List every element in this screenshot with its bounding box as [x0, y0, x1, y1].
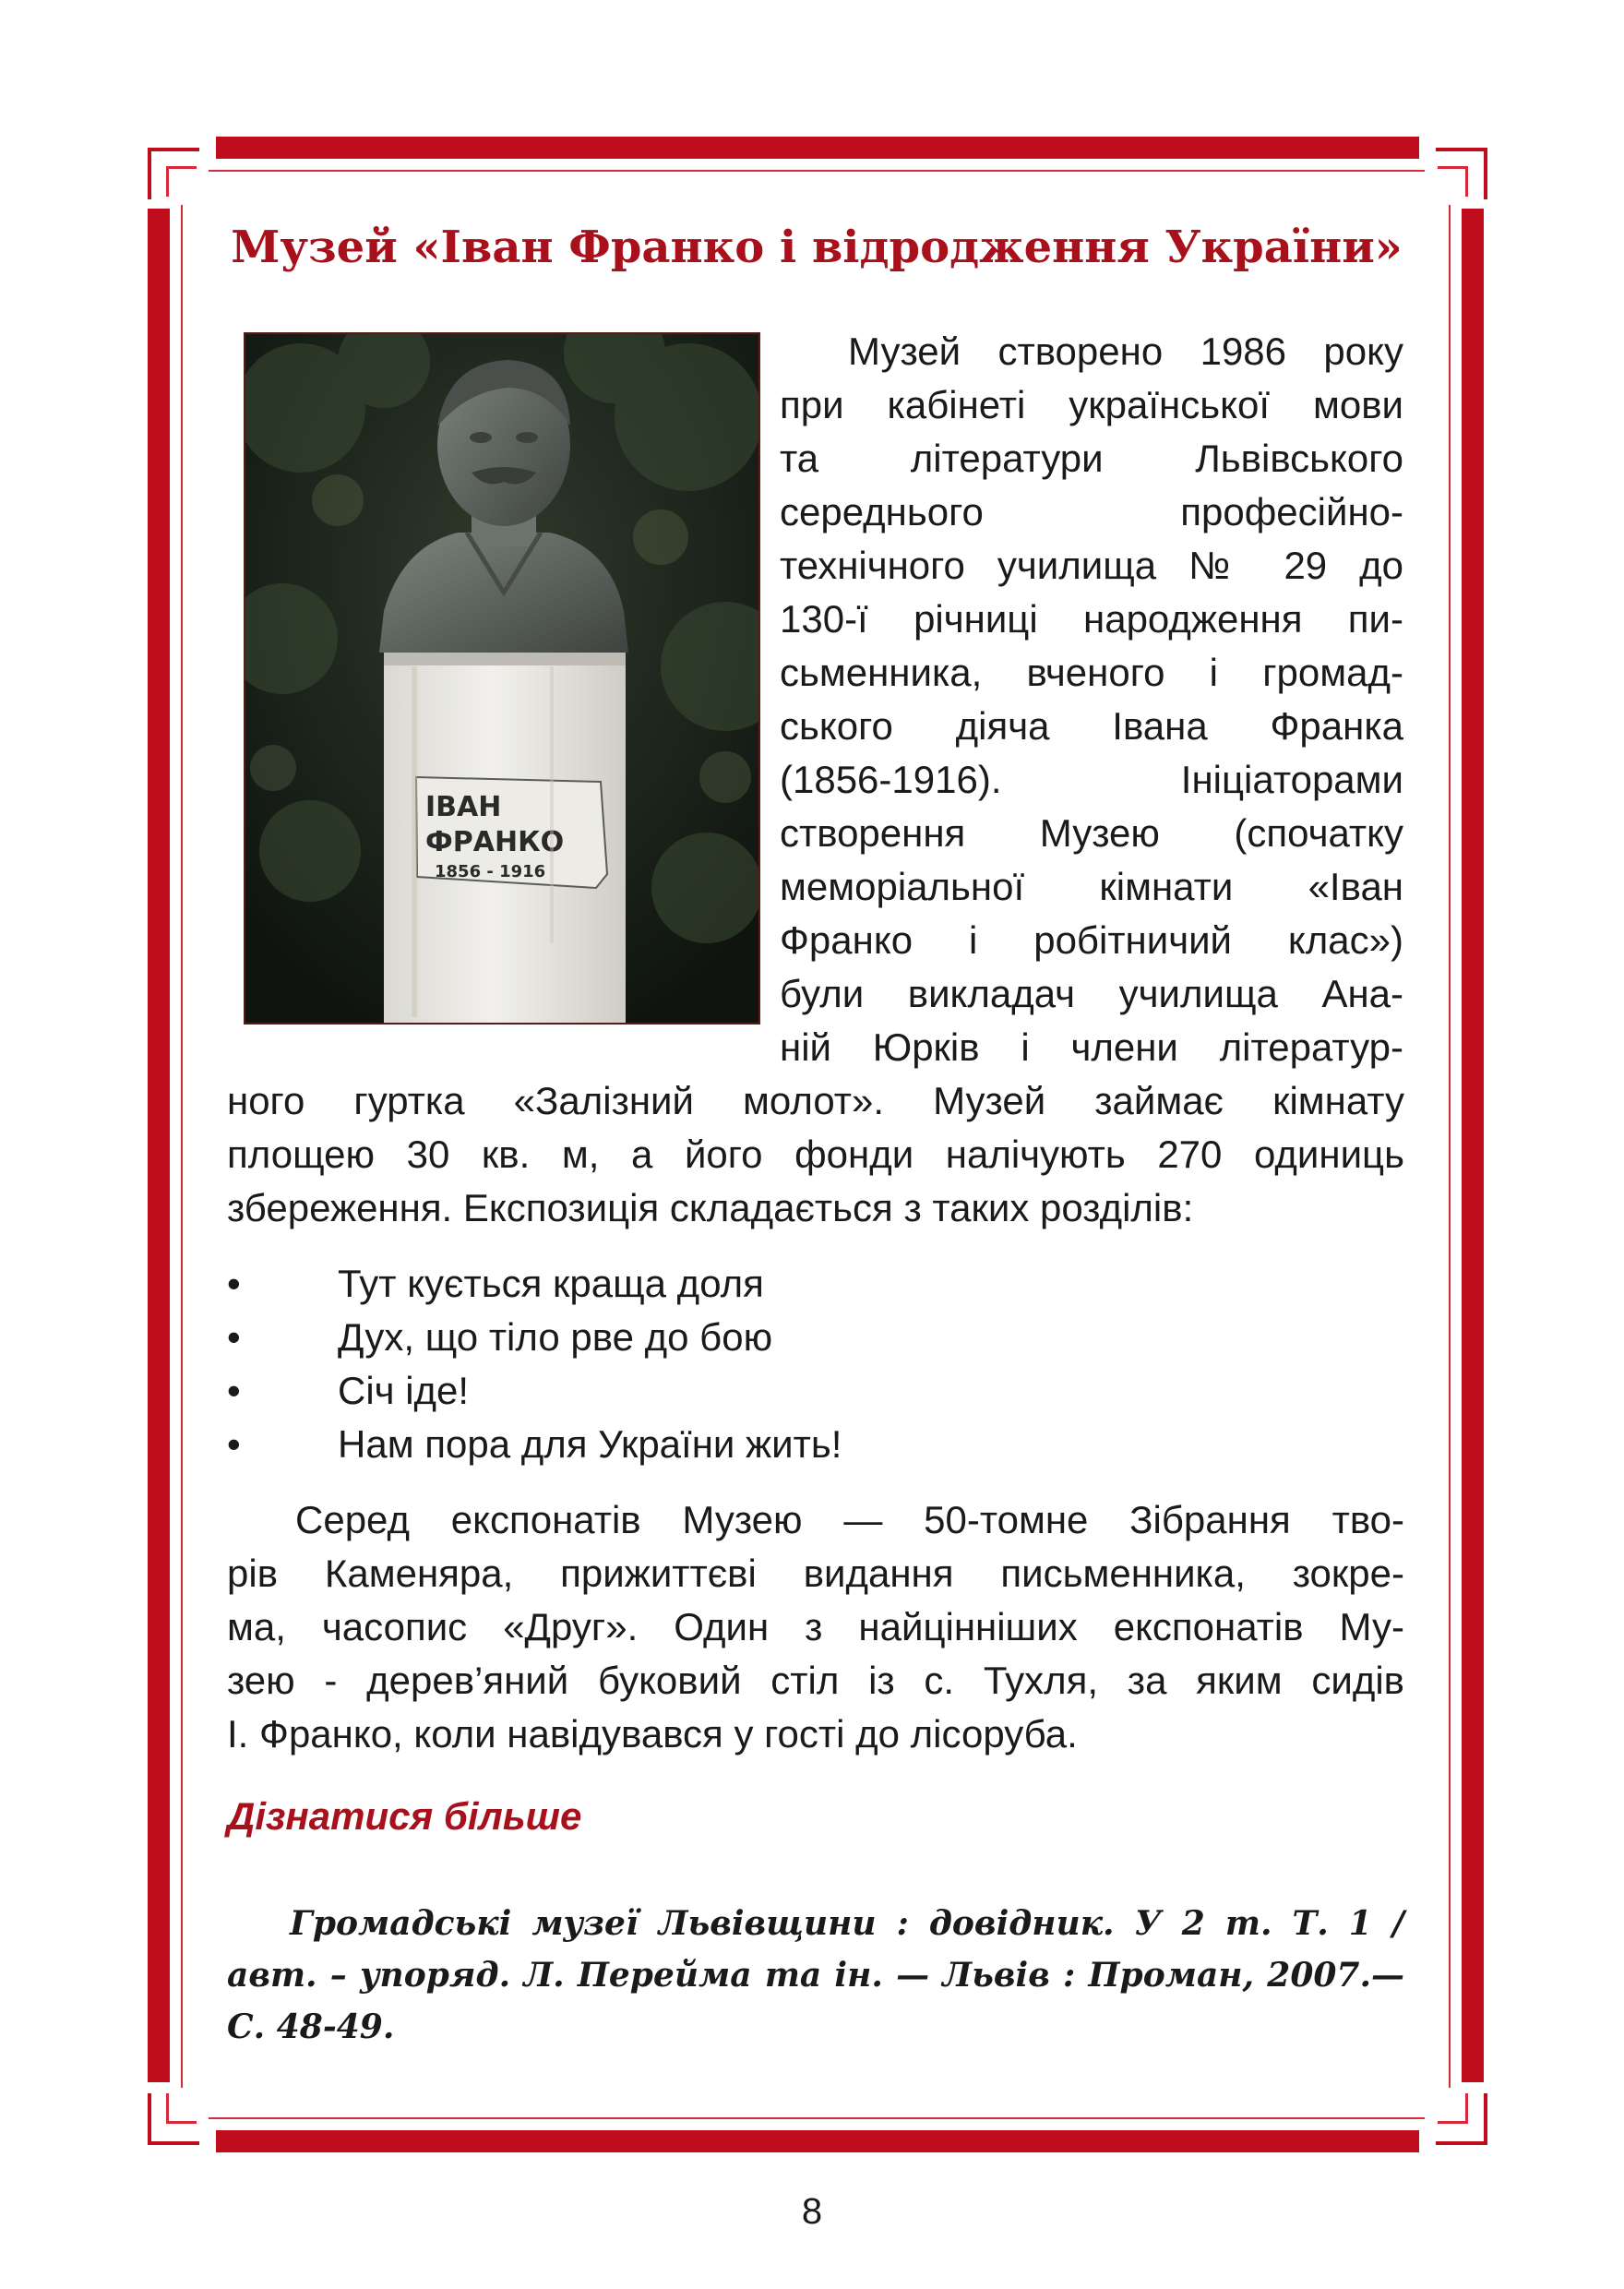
bullet-icon: •: [227, 1369, 241, 1412]
reference-line: С. 48-49.: [227, 2007, 395, 2046]
list-item-text: Січ іде!: [338, 1369, 470, 1412]
intro-right-line: створення Музею (спочатку: [780, 811, 1403, 855]
reference-line: авт. – упоряд. Л. Перейма та ін. — Львів : Проман, 2007.—: [227, 1956, 1404, 1995]
frame-inner-rule-right: [1449, 205, 1451, 2088]
frame-inner-corner-bottom-left: [166, 2093, 197, 2124]
intro-right-line: меморіальної кімнати «Іван: [780, 865, 1403, 908]
exhibits-line: рів Каменяра, прижиттєві видання письменника, зокре-: [227, 1552, 1404, 1595]
page-title: Музей «Іван Франко і відродження України»: [231, 222, 1403, 273]
sections-list: [227, 1257, 1334, 1471]
plaque-line2: ФРАНКО: [425, 826, 565, 858]
intro-right-line: при кабінеті української мови: [780, 383, 1403, 426]
intro-right-line: були викладач училища Ана-: [780, 972, 1403, 1015]
frame-inner-corner-top-left: [166, 166, 197, 197]
exhibits-line: Серед експонатів Музею — 50-томне Зібрання тво-: [295, 1498, 1404, 1541]
intro-paragraph-continued: [227, 1074, 1404, 1235]
list-item-text: Тут кується краща доля: [338, 1262, 764, 1305]
monument-photo: [244, 332, 760, 1025]
intro-right-line: Франко і робітничий клас»): [780, 918, 1403, 962]
frame-top-bar: [216, 137, 1419, 159]
frame-inner-rule-top: [209, 170, 1425, 172]
frame-bottom-bar: [216, 2130, 1419, 2152]
exhibits-line: зею - дерев’яний буковий стіл із с. Тухля, за яким сидів: [227, 1659, 1404, 1702]
intro-full-line: ного гуртка «Залізний молот». Музей займає кімнату: [227, 1079, 1404, 1122]
intro-right-line: технічного училища № 29 до: [780, 544, 1403, 587]
frame-inner-corner-top-right: [1438, 166, 1468, 197]
intro-right-line: середнього професійно-: [780, 490, 1403, 533]
bullet-icon: •: [227, 1422, 241, 1466]
intro-full-line: збереження. Експозиція складається з таких розділів:: [227, 1186, 1194, 1229]
bullet-icon: •: [227, 1315, 241, 1359]
frame-left-bar: [148, 209, 170, 2082]
list-item: [227, 1257, 1334, 1311]
list-item-text: Нам пора для України жить!: [338, 1422, 842, 1466]
exhibits-line: І. Франко, коли навідувався у гості до лісоруба.: [227, 1712, 1078, 1756]
plaque-years: 1856 - 1916: [435, 862, 546, 881]
frame-right-bar: [1462, 209, 1484, 2082]
reference-line: Громадські музеї Львівщини : довідник. У 2 т. Т. 1 /: [290, 1904, 1404, 1943]
list-item: [227, 1364, 1334, 1418]
frame-inner-rule-left: [181, 205, 183, 2088]
exhibits-paragraph: [227, 1493, 1404, 1761]
exhibits-line: ма, часопис «Друг». Один з найцінніших експонатів Му-: [227, 1605, 1404, 1648]
reference-citation: [227, 1898, 1404, 2053]
intro-right-line: ського діяча Івана Франка: [780, 704, 1403, 748]
bullet-icon: •: [227, 1262, 241, 1305]
intro-right-line: (1856-1916). Ініціаторами: [780, 758, 1403, 801]
intro-paragraph-right: [780, 325, 1403, 1074]
intro-right-line: 130-ї річниці народження пи-: [780, 597, 1403, 641]
intro-right-line: Музей створено 1986 року: [848, 330, 1403, 373]
learn-more-heading: Дізнатися більше: [227, 1794, 582, 1838]
list-item-text: Дух, що тіло рве до бою: [338, 1315, 773, 1359]
list-item: [227, 1311, 1334, 1364]
frame-inner-corner-bottom-right: [1438, 2093, 1468, 2124]
plaque-line1: ІВАН: [425, 791, 502, 823]
intro-right-line: та літератури Львівського: [780, 437, 1403, 480]
intro-full-line: площею 30 кв. м, а його фонди налічують 270 одиниць: [227, 1133, 1404, 1176]
frame-inner-rule-bottom: [209, 2117, 1425, 2119]
page-number: 8: [801, 2191, 823, 2232]
intro-right-line: сьменника, вченого і громад-: [780, 651, 1403, 694]
intro-right-line: ній Юрків і члени літератур-: [780, 1025, 1403, 1069]
list-item: [227, 1418, 1334, 1471]
